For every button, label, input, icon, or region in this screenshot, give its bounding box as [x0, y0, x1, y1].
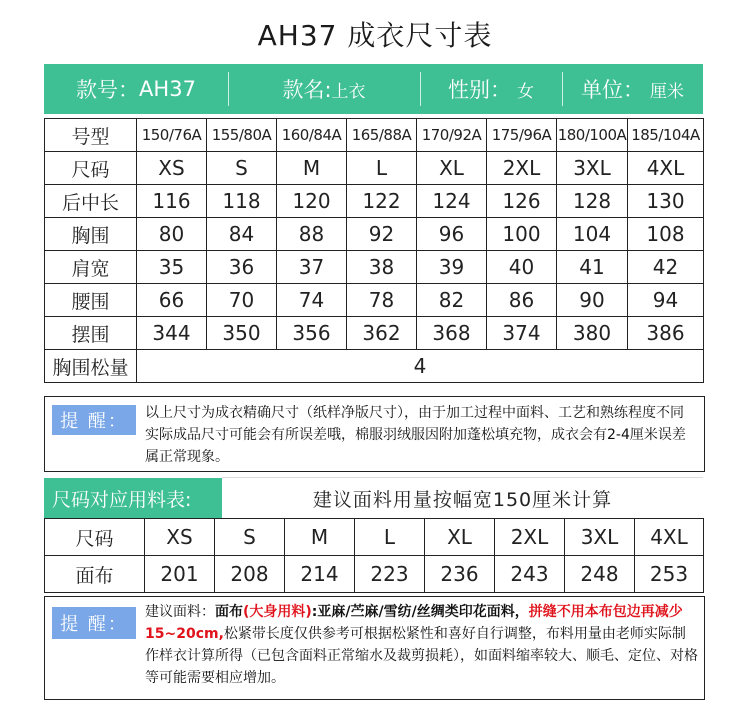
size-cell: 40: [487, 251, 557, 284]
size-cell: 170/92A: [417, 119, 487, 152]
fabric-suggest-label: 建议面料：: [145, 604, 215, 620]
unit-value: 厘米: [650, 81, 684, 102]
size-cell: XL: [417, 152, 487, 185]
size-cell: 74: [277, 284, 347, 317]
size-cell: 78: [347, 284, 417, 317]
reminder-text: 以上尺寸为成衣精确尺寸（纸样净版尺寸），由于加工过程中面料、工艺和熟练程度不同实际成品尺寸可能会有所误差哦，棉服羽绒服因附加蓬松填充物，成衣会有2-4厘米误差属正常现象。: [145, 405, 686, 465]
size-table-row: [45, 251, 704, 284]
fabric-size-label: 尺码: [45, 519, 145, 556]
gender-value: 女: [517, 81, 534, 102]
size-cell: 122: [347, 185, 417, 218]
fabric-seam-warning: 拼缝不用本布包边再减少15~20cm,: [145, 604, 683, 642]
size-cell: 94: [628, 284, 704, 317]
fabric-size-cell: 3XL: [565, 519, 635, 556]
fabric-size-cell: L: [355, 519, 425, 556]
size-cell: 368: [417, 317, 487, 350]
fabric-size-cell: XL: [425, 519, 495, 556]
fabric-usage-table: [44, 518, 704, 593]
size-cell: 120: [277, 185, 347, 218]
size-cell: S: [207, 152, 277, 185]
size-cell: 160/84A: [277, 119, 347, 152]
size-cell: 104: [557, 218, 628, 251]
size-cell: 90: [557, 284, 628, 317]
fabric-reminder-text: [145, 601, 699, 689]
style-number-cell: [44, 64, 228, 114]
size-cell: 37: [277, 251, 347, 284]
style-number-label: 款号：: [76, 78, 140, 102]
size-cell: 180/100A: [557, 119, 628, 152]
size-cell: 175/96A: [487, 119, 557, 152]
size-row-label: 尺码: [45, 152, 137, 185]
size-cell: 362: [347, 317, 417, 350]
size-cell: 108: [628, 218, 704, 251]
size-cell: 82: [417, 284, 487, 317]
fabric-size-cell: 4XL: [635, 519, 704, 556]
size-cell: 84: [207, 218, 277, 251]
fabric-reminder-badge: 提 醒：: [52, 607, 136, 639]
size-cell: 38: [347, 251, 417, 284]
fabric-usage-header: [44, 478, 703, 518]
fabric-amount-cell: 243: [495, 556, 565, 593]
size-cell: 150/76A: [137, 119, 207, 152]
size-cell: 4XL: [628, 152, 704, 185]
fabric-amount-cell: 214: [285, 556, 355, 593]
size-cell: 41: [557, 251, 628, 284]
size-cell: 124: [417, 185, 487, 218]
size-table-row: [45, 284, 704, 317]
size-cell: XS: [137, 152, 207, 185]
fabric-amount-label: 面布: [45, 556, 145, 593]
chest-ease-label: 胸围松量: [45, 350, 137, 383]
size-cell: 39: [417, 251, 487, 284]
size-table-row: [45, 119, 704, 152]
size-chart-table: [44, 118, 704, 383]
style-number-value: AH37: [139, 77, 196, 101]
reminder-badge: 提 醒：: [52, 405, 136, 435]
size-cell: 96: [417, 218, 487, 251]
gender-cell: [420, 64, 562, 114]
size-cell: 128: [557, 185, 628, 218]
size-cell: L: [347, 152, 417, 185]
size-row-label: 号型: [45, 119, 137, 152]
size-cell: 70: [207, 284, 277, 317]
fabric-size-cell: M: [285, 519, 355, 556]
fabric-amount-cell: 223: [355, 556, 425, 593]
size-cell: 155/80A: [207, 119, 277, 152]
fabric-size-cell: XS: [145, 519, 215, 556]
chest-ease-value: 4: [137, 350, 704, 383]
size-row-label: 腰围: [45, 284, 137, 317]
fabric-amount-cell: 253: [635, 556, 704, 593]
page-title: AH37 成衣尺寸表: [257, 19, 493, 52]
style-name-label: 款名:: [282, 78, 332, 102]
fabric-main-label: 面布: [215, 604, 243, 620]
size-cell: 344: [137, 317, 207, 350]
size-cell: 374: [487, 317, 557, 350]
size-row-label: 后中长: [45, 185, 137, 218]
fabric-amount-cell: 236: [425, 556, 495, 593]
fabric-size-row: [45, 519, 704, 556]
size-cell: 126: [487, 185, 557, 218]
fabric-width-note: 建议面料用量按幅宽150厘米计算: [222, 477, 703, 519]
size-cell: M: [277, 152, 347, 185]
reminder-box: [44, 396, 705, 472]
fabric-body-usage: (大身用料): [243, 604, 312, 620]
fabric-amount-row: [45, 556, 704, 593]
fabric-material-types: :亚麻/苎麻/雪纺/丝绸类印花面料，: [311, 604, 529, 620]
size-cell: 350: [207, 317, 277, 350]
size-row-label: 胸围: [45, 218, 137, 251]
size-cell: 42: [628, 251, 704, 284]
size-cell: 130: [628, 185, 704, 218]
size-table-row: [45, 218, 704, 251]
size-row-label: 摆围: [45, 317, 137, 350]
size-cell: 386: [628, 317, 704, 350]
size-cell: 2XL: [487, 152, 557, 185]
size-table-row: [45, 185, 704, 218]
size-row-label: 肩宽: [45, 251, 137, 284]
style-name-cell: [228, 64, 420, 114]
chest-ease-row: [45, 350, 704, 383]
size-cell: 80: [137, 218, 207, 251]
size-cell: 118: [207, 185, 277, 218]
size-cell: 100: [487, 218, 557, 251]
size-cell: 165/88A: [347, 119, 417, 152]
product-header-bar: [44, 64, 703, 114]
fabric-usage-notes: 松紧带长度仅供参考可根据松紧性和喜好自行调整，布料用量由老师实际制作样衣计算所得（已包含面料正常缩水及裁剪损耗），如面料缩率较大、顺毛、定位、对格等可能需要相应增加。: [145, 626, 698, 686]
size-cell: 88: [277, 218, 347, 251]
size-cell: 3XL: [557, 152, 628, 185]
size-cell: 116: [137, 185, 207, 218]
size-cell: 66: [137, 284, 207, 317]
fabric-amount-cell: 201: [145, 556, 215, 593]
fabric-reminder-box: [44, 596, 705, 700]
size-table-row: [45, 317, 704, 350]
size-cell: 185/104A: [628, 119, 704, 152]
size-cell: 356: [277, 317, 347, 350]
unit-label: 单位：: [581, 78, 644, 102]
size-cell: 380: [557, 317, 628, 350]
gender-label: 性别：: [448, 78, 511, 102]
fabric-amount-cell: 248: [565, 556, 635, 593]
fabric-usage-title: 尺码对应用料表:: [44, 478, 222, 518]
size-cell: 36: [207, 251, 277, 284]
fabric-size-cell: 2XL: [495, 519, 565, 556]
fabric-amount-cell: 208: [215, 556, 285, 593]
size-cell: 86: [487, 284, 557, 317]
size-cell: 92: [347, 218, 417, 251]
size-table-row: [45, 152, 704, 185]
style-name-value: 上衣: [331, 81, 366, 102]
size-cell: 35: [137, 251, 207, 284]
fabric-size-cell: S: [215, 519, 285, 556]
unit-cell: [562, 64, 703, 114]
